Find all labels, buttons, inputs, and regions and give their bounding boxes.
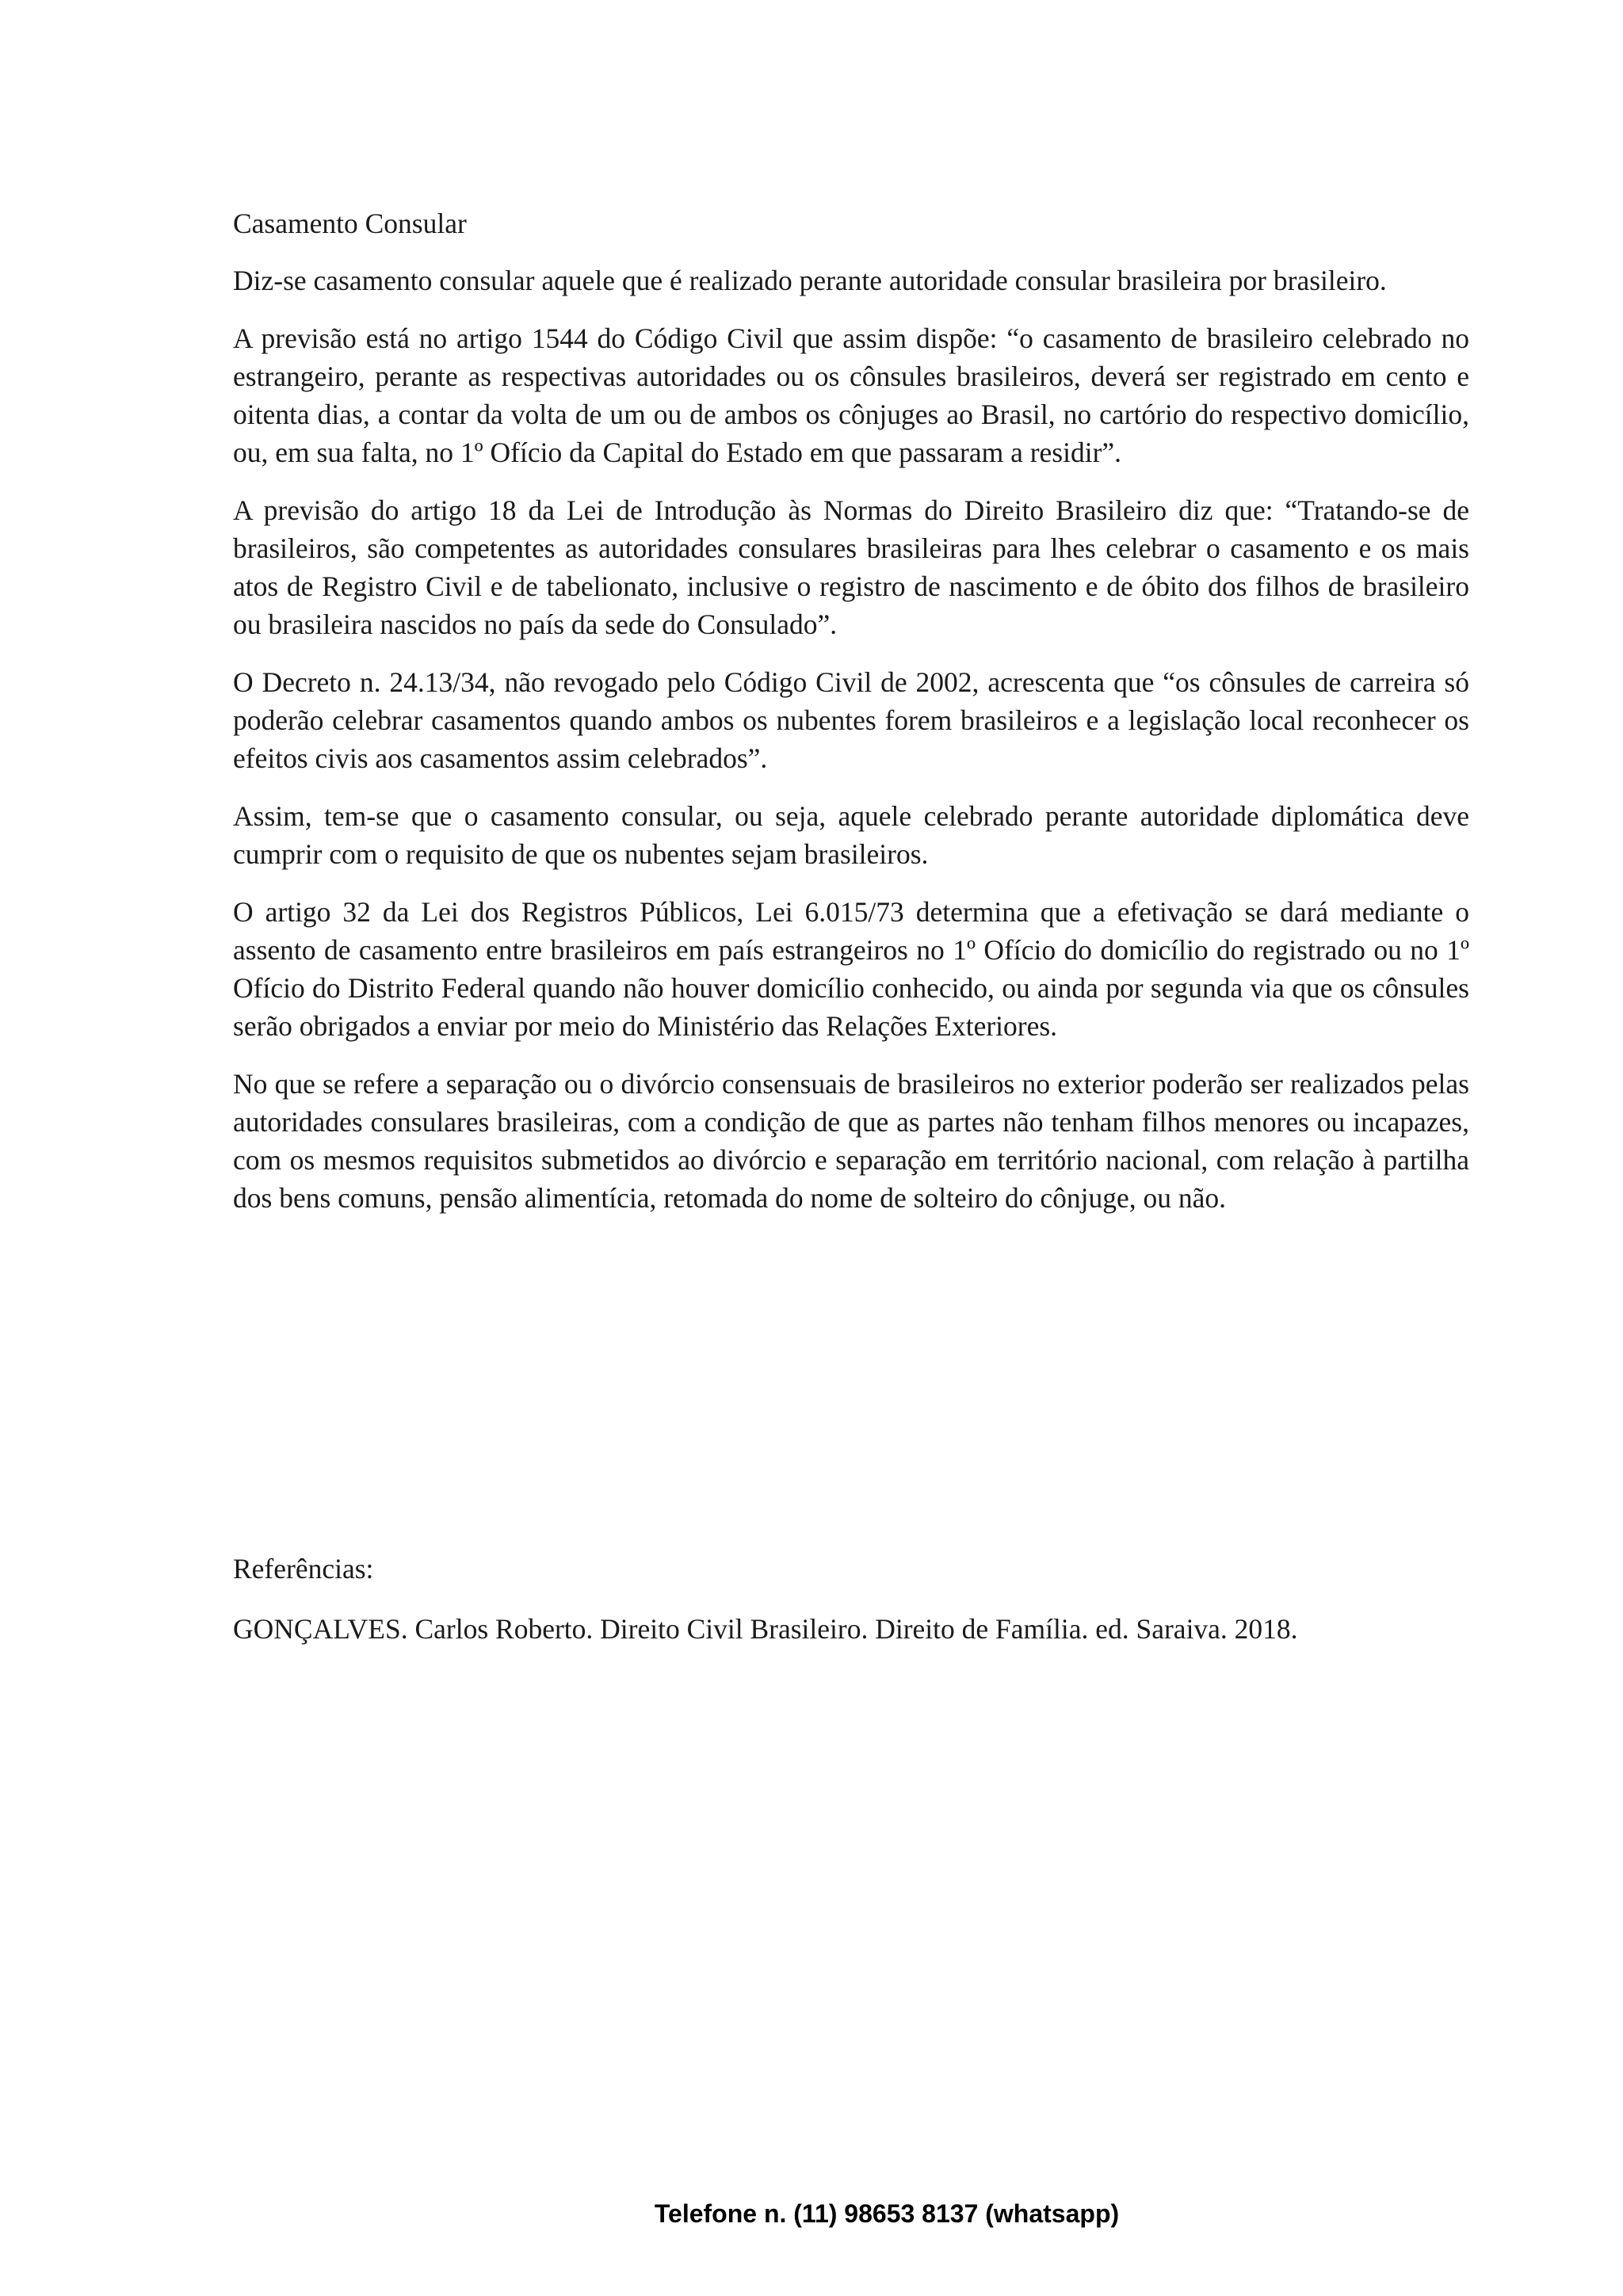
document-body [233, 204, 1469, 1237]
references-heading: Referências: [233, 1553, 374, 1585]
references-section [233, 1550, 1469, 1648]
paragraph-conclusion: Assim, tem-se que o casamento consular, ou seja, aquele celebrado perante autoridade diplomática deve cumprir com o requisito de que os nubentes sejam brasileiros. [233, 800, 1469, 870]
paragraph-lindb-article-18: A previsão do artigo 18 da Lei de Introdução às Normas do Direito Brasileiro diz que: “Tratando-se de brasileiros, são competentes as autoridades consulares brasileiras para lhes celebrar o casamento e os mais atos de Registro Civil e de tabelionato, inclusive o registro de nascimento e de óbito dos filhos de brasileiro ou brasileira nascidos no país da sede do Consulado”. [233, 494, 1469, 640]
paragraph-definition: Diz-se casamento consular aquele que é realizado perante autoridade consular brasileira por brasileiro. [233, 265, 1387, 296]
paragraph-civil-code-1544: A previsão está no artigo 1544 do Código Civil que assim dispõe: “o casamento de brasileiro celebrado no estrangeiro, perante as respectivas autoridades ou os cônsules brasileiros, deverá ser registrado em cento e oitenta dias, a contar da volta de um ou de ambos os cônjuges ao Brasil, no cartório do respectivo domicílio, ou, em sua falta, no 1º Ofício da Capital do Estado em que passaram a residir”. [233, 322, 1469, 468]
document-title: Casamento Consular [233, 208, 467, 239]
paragraph-decree-24-13-34: O Decreto n. 24.13/34, não revogado pelo Código Civil de 2002, acrescenta que “os cônsules de carreira só poderão celebrar casamentos quando ambos os nubentes forem brasileiros e a legislação local reconhecer os efeitos civis aos casamentos assim celebrados”. [233, 666, 1469, 774]
reference-entry: GONÇALVES. Carlos Roberto. Direito Civil Brasileiro. Direito de Família. ed. Saraiva. 2018. [233, 1613, 1298, 1645]
paragraph-divorce-abroad: No que se refere a separação ou o divórcio consensuais de brasileiros no exterior poderão ser realizados pelas autoridades consulares brasileiras, com a condição de que as partes não tenham filhos menores ou incapazes, com os mesmos requisitos submetidos ao divórcio e separação em território nacional, com relação à partilha dos bens comuns, pensão alimentícia, retomada do nome de solteiro do cônjuge, ou não. [233, 1068, 1469, 1214]
footer-contact: Telefone n. (11) 98653 8137 (whatsapp) [654, 2199, 1120, 2228]
paragraph-public-registry-law: O artigo 32 da Lei dos Registros Públicos, Lei 6.015/73 determina que a efetivação se dará mediante o assento de casamento entre brasileiros em país estrangeiros no 1º Ofício do domicílio do registrado ou no 1º Ofício do Distrito Federal quando não houver domicílio conhecido, ou ainda por segunda via que os cônsules serão obrigados a enviar por meio do Ministério das Relações Exteriores. [233, 896, 1469, 1042]
